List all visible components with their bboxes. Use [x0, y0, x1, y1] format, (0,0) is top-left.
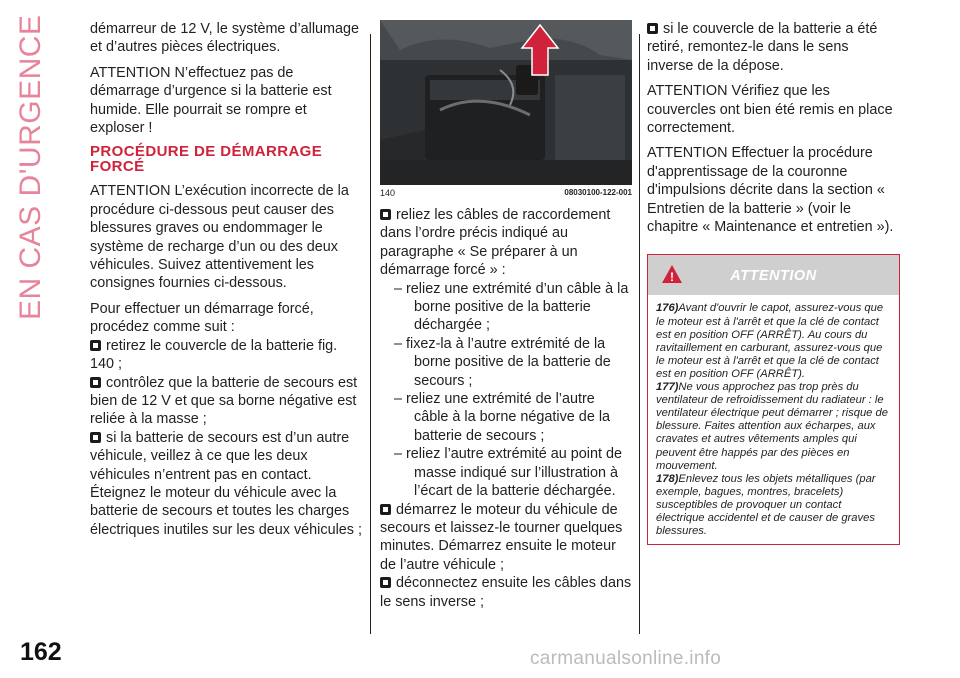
engine-bay-illustration: [380, 20, 632, 185]
battery-figure-image: [380, 20, 632, 185]
bullet-icon: [90, 377, 101, 388]
paragraph: Pour effectuer un démarrage forcé, procédez comme suit :: [90, 300, 314, 336]
list-item: démarrez le moteur du véhicule de secours et laissez-le tourner quelques minutes. Démarrez ensuite le moteur de l’autre véhicule ;: [380, 501, 623, 573]
figure-code: 08030100-122-001: [564, 188, 632, 197]
page-number: 162: [20, 638, 62, 666]
warning-note: 178)Enlevez tous les objets métalliques (par exemple, bagues, montres, bracelets) susceptibles de provoquer un contact électrique accidentel et de causer de graves blessures.: [656, 472, 876, 538]
figure-number: 140: [380, 188, 396, 198]
dash-item: – reliez l’autre extrémité au point de masse indiqué sur l’illustration à l’écart de la batterie déchargée.: [394, 446, 622, 500]
warning-paragraph: ATTENTION N’effectuez pas de démarrage d’urgence si la batterie est humide. Elle pourrait se rompre et exploser !: [90, 64, 332, 137]
warning-box: [647, 254, 900, 545]
chapter-title-text: EN CAS D'URGENCE: [14, 14, 47, 320]
bullet-icon: [380, 577, 391, 588]
column-2: [380, 20, 632, 611]
figure-caption: [380, 188, 632, 198]
list-item: contrôlez que la batterie de secours est bien de 12 V et que sa borne négative est reliée à la masse ;: [90, 374, 358, 428]
bullet-icon: [380, 504, 391, 515]
section-heading: PROCÉDURE DE DÉMARRAGE FORCÉ: [90, 143, 323, 176]
bullet-icon: [647, 23, 658, 34]
paragraph: démarreur de 12 V, le système d’allumage et d’autres pièces électriques.: [90, 21, 360, 56]
warning-note: 177)Ne vous approchez pas trop près du ventilateur de refroidissement du radiateur : le ventilateur électrique peut démarrer ; risque de blessure. Faites attention aux écharpes, aux cravates et autres vêtements amples qui peuvent être happés par des pièces en mouvement.: [656, 381, 888, 472]
bullet-icon: [90, 432, 101, 443]
warning-paragraph: ATTENTION Vérifiez que les couvercles ont bien été remis en place correctement.: [647, 83, 893, 137]
warning-triangle-icon: !: [662, 265, 682, 283]
warning-paragraph: ATTENTION Effectuer la procédure d'apprentissage de la couronne d'impulsions décrite dans la section « Entretien de la batterie » (voir le chapitre « Maintenance et entretien »).: [647, 145, 894, 236]
dash-item: – fixez-la à l’autre extrémité de la borne positive de la batterie de secours ;: [394, 335, 611, 389]
list-item: reliez les câbles de raccordement dans l’ordre précis indiqué au paragraphe « Se préparer à un démarrage forcé » :: [380, 207, 611, 279]
list-item: retirez le couvercle de la batterie fig. 140 ;: [90, 337, 338, 373]
column-3: [647, 20, 897, 545]
warning-paragraph: ATTENTION L’exécution incorrecte de la procédure ci-dessous peut causer des blessures graves ou endommager le système de recharge d’un ou des deux véhicules. Suivez attentivement les consignes fournies ci-dessous.: [90, 183, 349, 292]
column-1: [90, 20, 362, 539]
list-item: déconnectez ensuite les câbles dans le sens inverse ;: [380, 575, 632, 610]
column-divider: [370, 34, 371, 634]
warning-note: 176)Avant d'ouvrir le capot, assurez-vous que le moteur est à l'arrêt et que la clé de contact est en position OFF (ARRÊT). Au cours du ravitaillement en carburant, assurez-vous que le moteur est à l'arrêt et que la clé de contact est en position OFF (ARRÊT).: [656, 302, 884, 380]
dash-item: – reliez une extrémité d’un câble à la borne positive de la batterie déchargée ;: [394, 280, 629, 334]
warning-title: ATTENTION: [730, 268, 817, 285]
warning-body: [648, 295, 899, 544]
list-item: si la batterie de secours est d’un autre véhicule, veillez à ce que les deux véhicules n’entrent pas en contact. Éteignez le moteur du véhicule avec la batterie de secours et toutes les charges électriques inutiles sur les deux véhicules ;: [90, 429, 362, 538]
bullet-icon: [380, 209, 391, 220]
bullet-icon: [90, 340, 101, 351]
chapter-side-title: [14, 14, 74, 320]
column-divider: [639, 34, 640, 634]
dash-item: – reliez une extrémité de l’autre câble à la borne négative de la batterie de secours ;: [394, 391, 611, 444]
watermark: carmanualsonline.info: [530, 648, 722, 669]
list-item: si le couvercle de la batterie a été retiré, remontez-le dans le sens inverse de la dépose.: [647, 21, 878, 74]
warning-header: [648, 255, 899, 295]
